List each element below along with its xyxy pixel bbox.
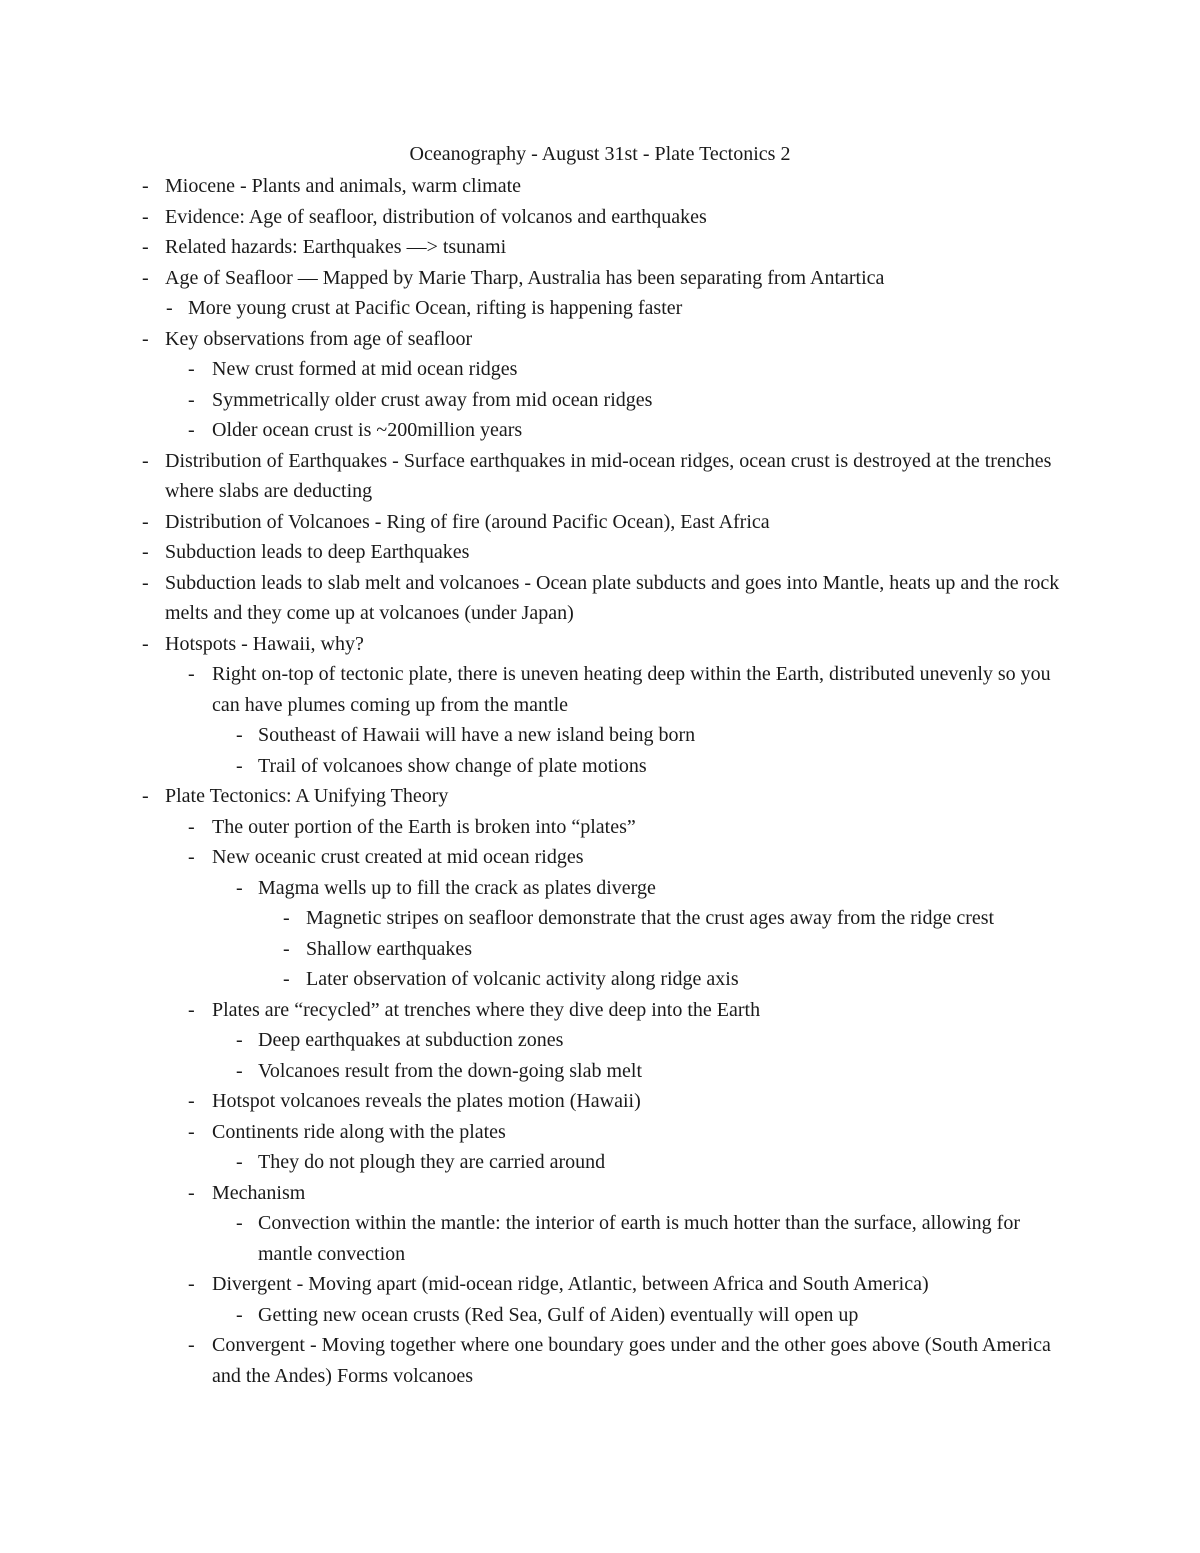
bullet-dash: - [188,1181,195,1204]
list-item-text: Subduction leads to deep Earthquakes [165,541,470,563]
list-item [0,1117,1200,1148]
list-item-text: Hotspots - Hawaii, why? [165,632,364,655]
list-item-text: Trail of volcanoes show change of plate motions [258,754,647,777]
list-item [0,1208,1200,1269]
list-item-text: Subduction leads to slab melt and volcanoes - Ocean plate subducts and goes into Mantle, heats up and the rock melts and they come up at volcanoes (under Japan) [165,571,1060,624]
list-item-text: Hotspot volcanoes reveals the plates motion (Hawaii) [212,1090,641,1112]
list-item-text: Miocene - Plants and animals, warm climate [165,175,522,197]
list-item [0,934,1200,965]
list-item-text: Shallow earthquakes [306,937,473,960]
bullet-dash: - [236,724,243,746]
list-item [0,995,1200,1026]
list-item [0,659,1200,720]
list-item [0,202,1200,233]
list-item [0,293,1200,324]
list-item-text: Right on-top of tectonic plate, there is uneven heating deep within the Earth, distributed unevenly so you can have plumes coming up from the mantle [212,663,1051,716]
list-item-text: Distribution of Volcanoes - Ring of fire (around Pacific Ocean), East Africa [165,510,770,533]
list-item-text: Plates are “recycled” at trenches where they dive deep into the Earth [212,998,761,1021]
bullet-dash: - [236,876,243,899]
bullet-dash: - [236,1029,243,1051]
list-item [0,324,1200,355]
bullet-dash: - [236,754,243,777]
list-item-text: Key observations from age of seafloor [165,327,473,350]
list-item-text: Getting new ocean crusts (Red Sea, Gulf of Aiden) eventually will open up [258,1303,859,1326]
list-item-text: Volcanoes result from the down-going slab melt [258,1059,643,1082]
bullet-dash: - [142,510,149,533]
bullet-dash: - [188,419,195,441]
list-item [0,171,1200,202]
bullet-dash: - [142,205,149,228]
bullet-dash: - [166,297,173,319]
list-item-text: Magnetic stripes on seafloor demonstrate that the crust ages away from the ridge crest [306,907,995,929]
list-item-text: Deep earthquakes at subduction zones [258,1029,564,1051]
bullet-dash: - [236,1212,243,1234]
bullet-dash: - [142,785,149,807]
list-item-text: More young crust at Pacific Ocean, rifting is happening faster [188,297,683,319]
notes-list [0,171,1200,1391]
list-item-text: Age of Seafloor — Mapped by Marie Tharp, Australia has been separating from Antartica [165,266,885,289]
bullet-dash: - [188,1120,195,1143]
bullet-dash: - [142,175,149,197]
list-item [0,354,1200,385]
list-item [0,842,1200,873]
list-item [0,781,1200,812]
bullet-dash: - [188,663,195,685]
bullet-dash: - [188,1334,195,1356]
list-item [0,415,1200,446]
bullet-dash: - [283,937,290,960]
bullet-dash: - [142,571,149,594]
list-item [0,873,1200,904]
bullet-dash: - [188,388,195,411]
bullet-dash: - [188,846,195,868]
list-item-text: Magma wells up to fill the crack as plates diverge [258,876,656,899]
list-item-text: Convection within the mantle: the interior of earth is much hotter than the surface, allowing for mantle convection [258,1212,1021,1265]
list-item-text: Divergent - Moving apart (mid-ocean ridge, Atlantic, between Africa and South America) [212,1273,929,1295]
list-item-text: Mechanism [212,1181,306,1204]
list-item [0,1056,1200,1087]
bullet-dash: - [188,1090,195,1112]
list-item-text: The outer portion of the Earth is broken into “plates” [212,815,636,838]
bullet-dash: - [236,1059,243,1082]
list-item [0,507,1200,538]
bullet-dash: - [283,907,290,929]
bullet-dash: - [142,236,149,258]
list-item [0,1300,1200,1331]
list-item-text: New oceanic crust created at mid ocean ridges [212,846,584,868]
list-item-text: Later observation of volcanic activity along ridge axis [306,968,739,990]
bullet-dash: - [236,1151,243,1173]
bullet-dash: - [142,541,149,563]
list-item [0,629,1200,660]
list-item [0,1269,1200,1300]
page-title: Oceanography - August 31st - Plate Tectonics 2 [409,143,791,165]
list-item [0,1025,1200,1056]
list-item [0,812,1200,843]
bullet-dash: - [236,1303,243,1326]
list-item-text: Plate Tectonics: A Unifying Theory [165,785,449,807]
list-item-text: Convergent - Moving together where one boundary goes under and the other goes above (South America and the Andes) Forms volcanoes [212,1334,1051,1387]
bullet-dash: - [188,998,195,1021]
list-item-text: Continents ride along with the plates [212,1120,506,1143]
list-item-text: Southeast of Hawaii will have a new island being born [258,724,696,746]
bullet-dash: - [188,358,195,380]
bullet-dash: - [142,632,149,655]
list-item [0,1178,1200,1209]
list-item [0,964,1200,995]
list-item [0,537,1200,568]
list-item-text: Related hazards: Earthquakes —> tsunami [165,236,507,258]
bullet-dash: - [188,1273,195,1295]
bullet-dash: - [188,815,195,838]
bullet-dash: - [283,968,290,990]
list-item-text: They do not plough they are carried around [258,1151,606,1173]
list-item-text: New crust formed at mid ocean ridges [212,358,518,380]
list-item [0,446,1200,507]
list-item [0,385,1200,416]
bullet-dash: - [142,266,149,289]
list-item [0,568,1200,629]
list-item [0,720,1200,751]
list-item [0,263,1200,294]
list-item [0,1330,1200,1391]
list-item [0,1086,1200,1117]
bullet-dash: - [142,327,149,350]
list-item-text: Symmetrically older crust away from mid ocean ridges [212,388,653,411]
list-item-text: Older ocean crust is ~200million years [212,419,523,441]
list-item [0,903,1200,934]
list-item-text: Evidence: Age of seafloor, distribution of volcanos and earthquakes [165,205,707,228]
list-item [0,1147,1200,1178]
list-item-text: Distribution of Earthquakes - Surface earthquakes in mid-ocean ridges, ocean crust is destroyed at the trenches where slabs are deducting [165,449,1052,502]
list-item [0,751,1200,782]
list-item [0,232,1200,263]
bullet-dash: - [142,449,149,472]
